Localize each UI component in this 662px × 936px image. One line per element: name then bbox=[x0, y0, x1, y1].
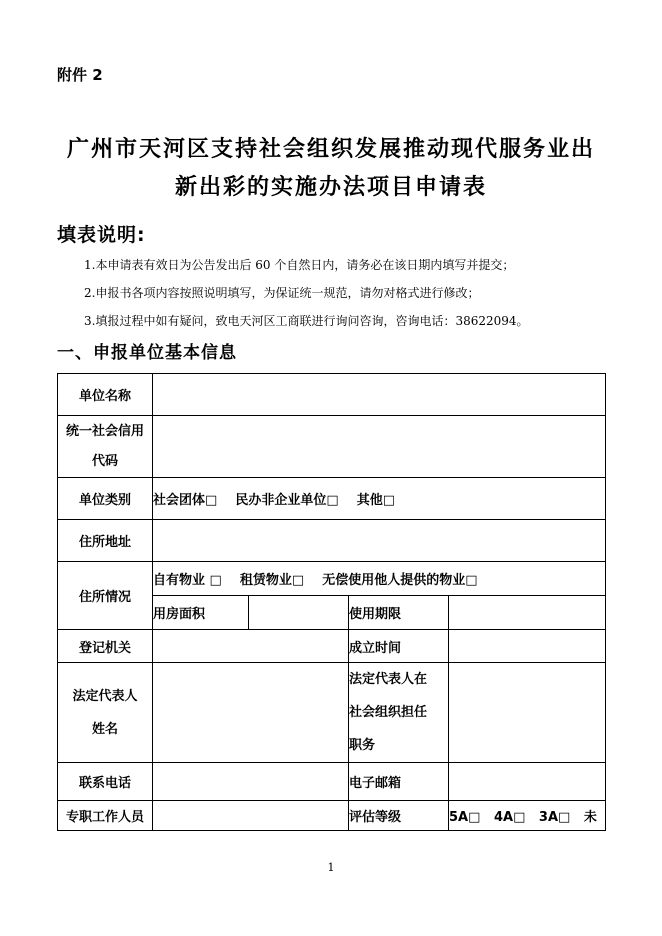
registration-authority-input-cell[interactable] bbox=[153, 630, 349, 663]
legal-rep-position-label-line3: 职务 bbox=[349, 738, 376, 753]
rating-label: 评估等级 bbox=[349, 801, 449, 831]
table-row bbox=[58, 374, 606, 416]
legal-rep-position-label-line1: 法定代表人在 bbox=[349, 672, 428, 687]
table-row bbox=[58, 663, 606, 763]
rating-options[interactable]: 5A□ 4A□ 3A□ 未 bbox=[449, 801, 606, 831]
email-label: 电子邮箱 bbox=[349, 763, 449, 801]
unit-type-options[interactable]: 社会团体□ 民办非企业单位□ 其他□ bbox=[153, 478, 606, 520]
instruction-item-1: 1.本申请表有效日为公告发出后 60 个自然日内，请务必在该日期内填写并提交； bbox=[84, 258, 515, 272]
table-row bbox=[58, 763, 606, 801]
table-row bbox=[58, 630, 606, 663]
credit-code-label-line1: 统一社会信用 bbox=[65, 423, 144, 439]
basic-info-table bbox=[57, 373, 606, 831]
document-title bbox=[0, 131, 662, 207]
page-number: 1 bbox=[327, 861, 335, 874]
residence-options[interactable]: 自有物业 □ 租赁物业□ 无偿使用他人提供的物业□ bbox=[153, 562, 606, 596]
legal-rep-name-label-line2: 姓名 bbox=[91, 721, 118, 737]
table-row bbox=[58, 478, 606, 520]
table-row bbox=[58, 520, 606, 562]
housing-area-label: 用房面积 bbox=[153, 596, 249, 630]
document-title-line1: 广州市天河区支持社会组织发展推动现代服务业出 bbox=[66, 137, 595, 162]
email-input-cell[interactable] bbox=[449, 763, 606, 801]
establish-time-input-cell[interactable] bbox=[449, 630, 606, 663]
address-label: 住所地址 bbox=[58, 520, 153, 562]
credit-code-label bbox=[58, 416, 153, 478]
unit-name-label: 单位名称 bbox=[58, 374, 153, 416]
instruction-item-2: 2.申报书各项内容按照说明填写，为保证统一规范，请勿对格式进行修改； bbox=[84, 286, 480, 300]
phone-input-cell[interactable] bbox=[153, 763, 349, 801]
instructions-heading: 填表说明: bbox=[57, 224, 146, 246]
credit-code-label-line2: 代码 bbox=[91, 453, 118, 469]
legal-rep-name-label-line1: 法定代表人 bbox=[72, 688, 138, 704]
legal-rep-position-label bbox=[349, 663, 449, 763]
phone-label: 联系电话 bbox=[58, 763, 153, 801]
table-row bbox=[58, 416, 606, 478]
unit-type-label: 单位类别 bbox=[58, 478, 153, 520]
legal-rep-position-label-line2: 社会组织担任 bbox=[349, 705, 428, 720]
attachment-label: 附件 2 bbox=[57, 66, 103, 84]
table-row bbox=[58, 801, 606, 831]
usage-period-input-cell[interactable] bbox=[449, 596, 606, 630]
table-row bbox=[58, 562, 606, 596]
document-title-line2: 新出彩的实施办法项目申请表 bbox=[174, 175, 487, 200]
registration-authority-label: 登记机关 bbox=[58, 630, 153, 663]
legal-rep-name-label bbox=[58, 663, 153, 763]
staff-input-cell[interactable] bbox=[153, 801, 349, 831]
residence-label: 住所情况 bbox=[58, 562, 153, 630]
housing-area-input-cell[interactable] bbox=[249, 596, 349, 630]
staff-label: 专职工作人员 bbox=[58, 801, 153, 831]
credit-code-input-cell[interactable] bbox=[153, 416, 606, 478]
instruction-item-3: 3.填报过程中如有疑问，致电天河区工商联进行询问咨询，咨询电话：38622094。 bbox=[84, 314, 529, 328]
legal-rep-name-input-cell[interactable] bbox=[153, 663, 349, 763]
section-heading: 一、申报单位基本信息 bbox=[57, 343, 237, 363]
usage-period-label: 使用期限 bbox=[349, 596, 449, 630]
instructions-list bbox=[84, 251, 594, 335]
address-input-cell[interactable] bbox=[153, 520, 606, 562]
legal-rep-position-input-cell[interactable] bbox=[449, 663, 606, 763]
unit-name-input-cell[interactable] bbox=[153, 374, 606, 416]
establish-time-label: 成立时间 bbox=[349, 630, 449, 663]
